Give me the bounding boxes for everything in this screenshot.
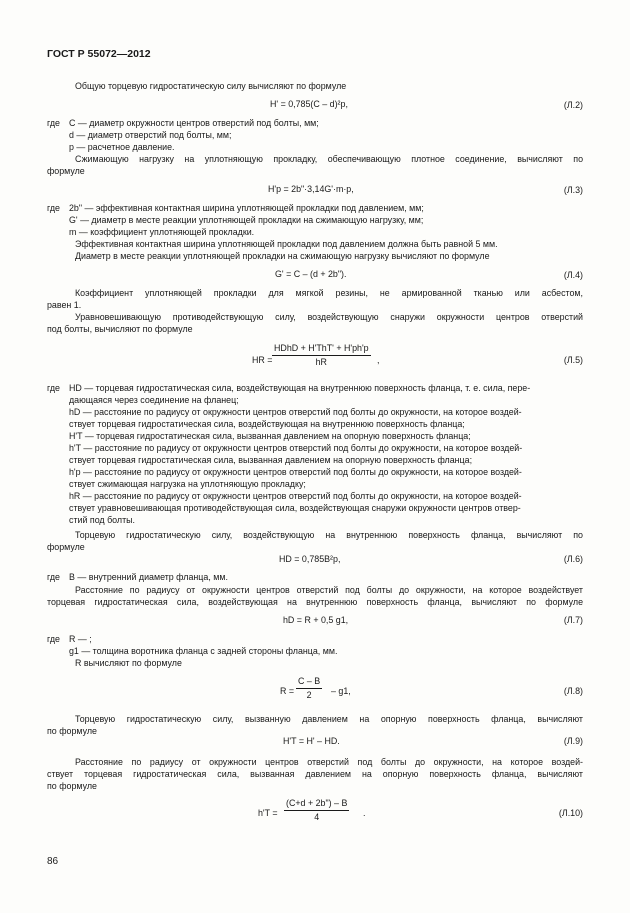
denominator: 2 (306, 690, 312, 700)
paragraph: Торцевую гидростатическую силу, вызванную давлением на опорную поверхность фланца, вычисляют (75, 714, 583, 724)
paragraph: по формуле (47, 781, 97, 791)
definition: h'p — расстояние по радиусу от окружности центров отверстий под болты до окружности, на которое воздей- (69, 467, 522, 477)
definition: hR — расстояние по радиусу от окружности центров отверстий под болты до окружности, на которое воздей- (69, 491, 522, 501)
paragraph: равен 1. (47, 300, 82, 310)
standard-header: ГОСТ Р 55072—2012 (47, 48, 151, 60)
definition: g1 — толщина воротника фланца с задней стороны фланца, мм. (69, 646, 338, 656)
paragraph: R вычисляют по формуле (75, 658, 182, 668)
formula-l6: HD = 0,785B²p, (279, 554, 341, 564)
denominator: 4 (314, 812, 320, 822)
definition: d — диаметр отверстий под болты, мм; (69, 130, 232, 140)
paragraph: Сжимающую нагрузку на уплотняющую прокладку, обеспечивающую плотное соединение, вычисляют по (75, 154, 583, 164)
formula-l2: H' = 0,785(C – d)²p, (270, 99, 348, 109)
definition: HD — торцевая гидростатическая сила, воздействующая на внутреннюю поверхность фланца, т. е. сила, пере- (69, 383, 531, 393)
equation-number: (Л.2) (563, 100, 583, 110)
equation-number: (Л.5) (563, 355, 583, 365)
equation-number: (Л.9) (563, 736, 583, 746)
equation-number: (Л.7) (563, 615, 583, 625)
formula-l10-lhs: h'T = (258, 808, 278, 818)
definition: B — внутренний диаметр фланца, мм. (69, 572, 228, 582)
definition: дающаяся через соединение на фланец; (69, 395, 239, 405)
paragraph: Общую торцевую гидростатическую силу вычисляют по формуле (75, 81, 347, 91)
definition: ствует сжимающая нагрузка на уплотняющую прокладку; (69, 479, 306, 489)
denominator: hR (315, 357, 327, 367)
formula-l8-fraction (296, 676, 322, 701)
formula-l5-tail: , (377, 355, 380, 365)
paragraph: формуле (47, 166, 85, 176)
paragraph: Расстояние по радиусу от окружности центров отверстий под болты до окружности, на которое воздействует (75, 585, 583, 595)
numerator: (C+d + 2b") – B (284, 798, 349, 811)
paragraph: ствует торцевая гидростатическая сила, вызванная давлением на опорную поверхность фланца, вычисляют (47, 769, 583, 779)
paragraph: под болты, вычисляют по формуле (47, 324, 193, 334)
paragraph: торцевая гидростатическая сила, воздействующая на внутреннюю поверхность фланца, вычисляют по формуле (47, 597, 583, 607)
definition: p — расчетное давление. (69, 142, 175, 152)
definition: m — коэффициент уплотняющей прокладки. (69, 227, 255, 237)
paragraph: Эффективная контактная ширина уплотняющей прокладки под давлением должна быть равной 5 мм. (75, 239, 498, 249)
paragraph: Коэффициент уплотняющей прокладки для мягкой резины, не армированной тканью или асбестом, (75, 288, 583, 298)
formula-l5-lhs: HR = (252, 355, 273, 365)
equation-number: (Л.3) (563, 185, 583, 195)
page-number: 86 (47, 856, 59, 867)
formula-l10-tail: . (363, 808, 366, 818)
paragraph: Диаметр в месте реакции уплотняющей прокладки на сжимающую нагрузку вычисляют по формуле (75, 251, 490, 261)
definition: C — диаметр окружности центров отверстий под болты, мм; (69, 118, 319, 128)
formula-l5-fraction (272, 343, 371, 368)
numerator: C – B (296, 676, 322, 689)
formula-l8-lhs: R = (280, 686, 295, 696)
paragraph: по формуле (47, 726, 97, 736)
equation-number: (Л.8) (563, 686, 583, 696)
where-label: где (47, 634, 60, 644)
definition: ствует торцевая гидростатическая сила, воздействующая на внутреннюю поверхность фланца; (69, 419, 465, 429)
paragraph: Уравновешивающую противодействующую силу, воздействующую снаружи окружности центров отверстий (75, 312, 583, 322)
definition: H'T — торцевая гидростатическая сила, вызванная давлением на опорную поверхность фланца; (69, 431, 471, 441)
equation-number: (Л.10) (558, 808, 583, 818)
definition: R — ; (69, 634, 92, 644)
paragraph: Торцевую гидростатическую силу, воздействующую на внутреннюю поверхность фланца, вычисляют по (75, 530, 583, 540)
where-label: где (47, 203, 60, 213)
formula-l4: G' = C – (d + 2b"). (275, 269, 347, 279)
definition: h'T — расстояние по радиусу от окружности центров отверстий под болты до окружности, на которое воздей- (69, 443, 523, 453)
equation-number: (Л.4) (563, 270, 583, 280)
paragraph: формуле (47, 542, 85, 552)
equation-number: (Л.6) (563, 554, 583, 564)
definition: ствует уравновешивающая противодействующая сила, воздействующая снаружи окружности центров отвер- (69, 503, 521, 513)
definition: 2b" — эффективная контактная ширина уплотняющей прокладки под давлением, мм; (69, 203, 424, 213)
definition: G' — диаметр в месте реакции уплотняющей прокладки на сжимающую нагрузку, мм; (69, 215, 424, 225)
definition: ствует торцевая гидростатическая сила, вызванная давлением на опорную поверхность фланца; (69, 455, 473, 465)
numerator: HDhD + H'ThT' + H'ph'p (272, 343, 371, 356)
paragraph: Расстояние по радиусу от окружности центров отверстий под болты до окружности, на которое воздей- (75, 757, 583, 767)
where-label: где (47, 572, 60, 582)
formula-l8-tail: – g1, (331, 686, 351, 696)
formula-l10-fraction (284, 798, 349, 823)
where-label: где (47, 118, 60, 128)
formula-l9: H'T = H' – HD. (283, 736, 340, 746)
formula-l3: H'p = 2b"·3,14G'·m·p, (268, 184, 354, 194)
definition: стий под болты. (69, 515, 135, 525)
definition: hD — расстояние по радиусу от окружности центров отверстий под болты до окружности, на которое воздей- (69, 407, 522, 417)
where-label: где (47, 383, 60, 393)
formula-l7: hD = R + 0,5 g1, (283, 615, 349, 625)
